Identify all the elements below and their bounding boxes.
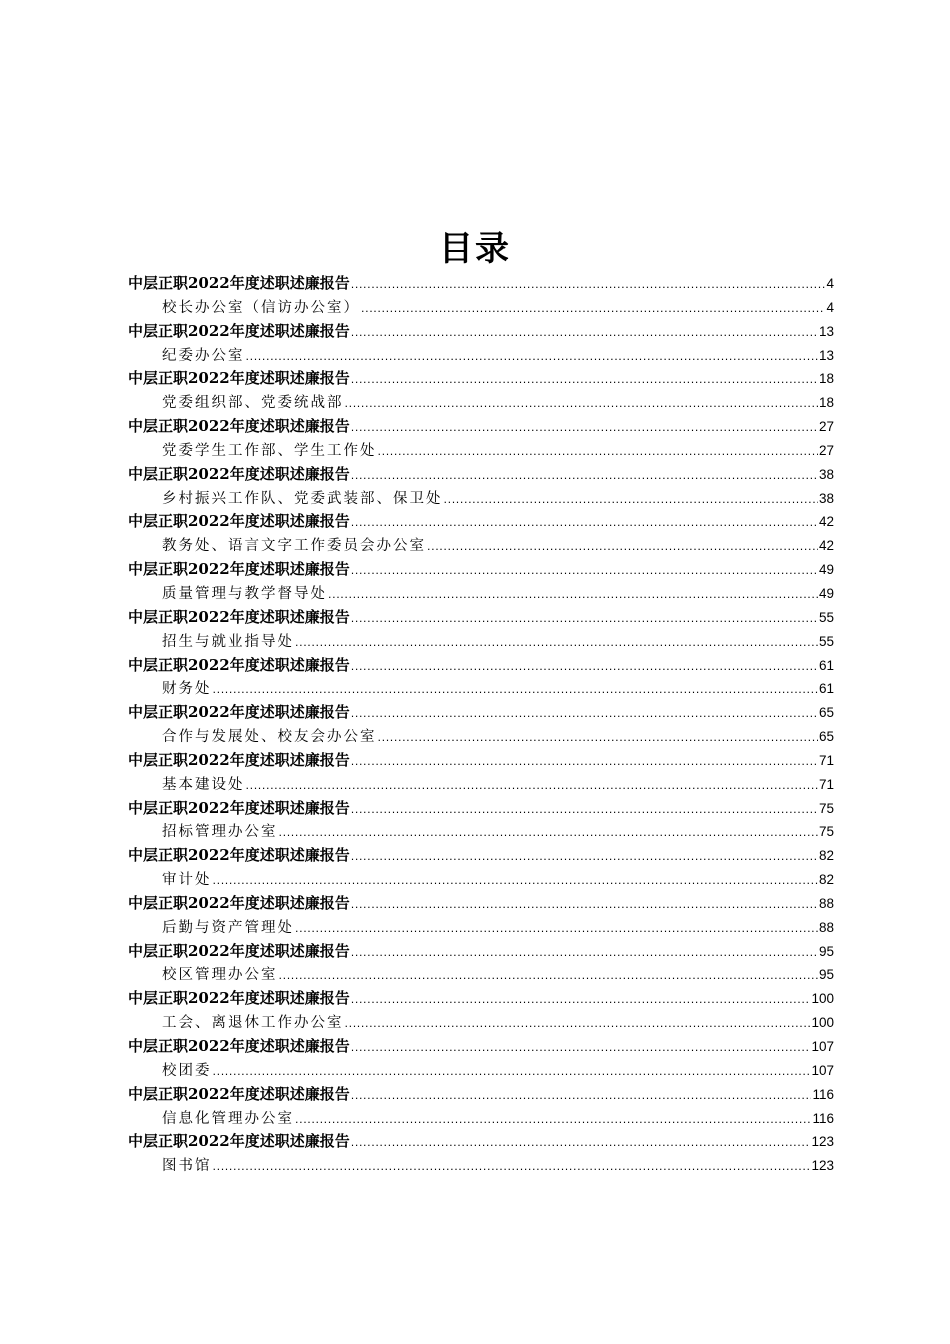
- dot-leader: [351, 272, 826, 296]
- toc-page-number: 61: [818, 681, 834, 697]
- dot-leader: [351, 463, 818, 487]
- toc-heading-entry[interactable]: [128, 1130, 834, 1154]
- toc-entry-text: 中层正职2022年度述职述廉报告: [128, 417, 350, 436]
- toc-subentry[interactable]: [128, 296, 834, 320]
- toc-subentry[interactable]: [128, 725, 834, 749]
- dot-leader: [351, 701, 818, 725]
- toc-page-number: 71: [818, 752, 834, 768]
- dot-leader: [351, 987, 811, 1011]
- toc-entry-text: 校区管理办公室: [162, 967, 278, 984]
- toc-page-number: 18: [818, 395, 834, 411]
- toc-subentry[interactable]: [128, 1154, 834, 1178]
- toc-entry-text: 中层正职2022年度述职述廉报告: [128, 655, 350, 674]
- toc-heading-entry[interactable]: [128, 1083, 834, 1107]
- toc-heading-entry[interactable]: [128, 272, 834, 296]
- toc-entry-text: 后勤与资产管理处: [162, 919, 294, 936]
- toc-page-number: 95: [818, 943, 834, 959]
- dot-leader: [345, 1012, 811, 1035]
- toc-subentry[interactable]: [128, 487, 834, 511]
- toc-page-number: 65: [818, 705, 834, 721]
- toc-heading-entry[interactable]: [128, 415, 834, 439]
- toc-subentry[interactable]: [128, 630, 834, 654]
- dot-leader: [351, 892, 818, 916]
- toc-entry-text: 中层正职2022年度述职述廉报告: [128, 274, 350, 292]
- dot-leader: [351, 1083, 812, 1107]
- toc-page-number: 38: [818, 490, 834, 506]
- dot-leader: [295, 1108, 811, 1131]
- toc-entry-text: 中层正职2022年度述职述廉报告: [128, 941, 350, 960]
- toc-subentry[interactable]: [128, 820, 834, 844]
- toc-page-number: 13: [818, 323, 834, 339]
- dot-leader: [213, 869, 818, 892]
- toc-page-number: 4: [826, 276, 834, 291]
- toc-heading-entry[interactable]: [128, 797, 834, 821]
- dot-leader: [345, 392, 818, 415]
- dot-leader: [351, 654, 818, 678]
- toc-page-number: 116: [812, 1110, 834, 1126]
- toc-entry-text: 招生与就业指导处: [162, 633, 294, 650]
- toc-page-number: 95: [818, 967, 834, 983]
- dot-leader: [246, 345, 818, 368]
- toc-entry-text: 教务处、语言文字工作委员会办公室: [162, 538, 426, 555]
- dot-leader: [361, 297, 825, 320]
- toc-entry-text: 中层正职2022年度述职述廉报告: [128, 1132, 350, 1151]
- dot-leader: [351, 320, 818, 344]
- toc-heading-entry[interactable]: [128, 987, 834, 1011]
- toc-page-number: 61: [818, 657, 834, 673]
- dot-leader: [378, 440, 818, 463]
- toc-page-number: 116: [812, 1086, 834, 1102]
- toc-entry-text: 基本建设处: [162, 776, 245, 793]
- toc-heading-entry[interactable]: [128, 320, 834, 344]
- toc-entry-text: 中层正职2022年度述职述廉报告: [128, 560, 350, 579]
- toc-page-number: 107: [811, 1039, 834, 1054]
- dot-leader: [351, 1130, 811, 1154]
- toc-entry-text: 党委组织部、党委统战部: [162, 395, 344, 412]
- dot-leader: [351, 1035, 811, 1059]
- table-of-contents: [128, 272, 834, 1178]
- toc-page-number: 88: [818, 895, 834, 911]
- toc-page-number: 42: [818, 514, 834, 530]
- toc-subentry[interactable]: [128, 916, 834, 940]
- toc-subentry[interactable]: [128, 677, 834, 701]
- dot-leader: [378, 726, 818, 749]
- toc-page-number: 82: [818, 872, 834, 888]
- toc-heading-entry[interactable]: [128, 892, 834, 916]
- toc-heading-entry[interactable]: [128, 654, 834, 678]
- toc-entry-text: 审计处: [162, 872, 212, 889]
- toc-page-number: 65: [818, 729, 834, 745]
- toc-page-number: 42: [818, 538, 834, 554]
- toc-entry-text: 中层正职2022年度述职述廉报告: [128, 607, 350, 626]
- toc-heading-entry[interactable]: [128, 844, 834, 868]
- toc-entry-text: 中层正职2022年度述职述廉报告: [128, 893, 350, 912]
- toc-entry-text: 中层正职2022年度述职述廉报告: [128, 464, 350, 483]
- dot-leader: [295, 631, 818, 654]
- toc-entry-text: 中层正职2022年度述职述廉报告: [128, 1084, 350, 1103]
- toc-subentry[interactable]: [128, 773, 834, 797]
- toc-page-number: 71: [818, 776, 834, 792]
- toc-subentry[interactable]: [128, 439, 834, 463]
- toc-page-number: 82: [818, 848, 834, 864]
- toc-entry-text: 中层正职2022年度述职述廉报告: [128, 1037, 350, 1055]
- toc-heading-entry[interactable]: [128, 701, 834, 725]
- toc-subentry[interactable]: [128, 534, 834, 558]
- toc-entry-text: 财务处: [162, 681, 212, 698]
- dot-leader: [351, 558, 818, 582]
- toc-entry-text: 乡村振兴工作队、党委武装部、保卫处: [162, 490, 443, 507]
- dot-leader: [351, 749, 818, 773]
- dot-leader: [351, 606, 818, 630]
- toc-page-number: 123: [811, 1134, 834, 1150]
- toc-heading-entry[interactable]: [128, 606, 834, 630]
- dot-leader: [351, 797, 818, 821]
- toc-page-number: 100: [811, 991, 834, 1007]
- toc-page-number: 18: [818, 371, 834, 387]
- toc-entry-text: 纪委办公室: [162, 347, 245, 364]
- dot-leader: [328, 583, 818, 606]
- toc-entry-text: 质量管理与教学督导处: [162, 585, 327, 602]
- toc-page-number: 123: [811, 1158, 834, 1174]
- dot-leader: [246, 774, 818, 797]
- toc-subentry[interactable]: [128, 868, 834, 892]
- toc-page-number: 49: [818, 562, 834, 578]
- toc-entry-text: 中层正职2022年度述职述廉报告: [128, 846, 350, 865]
- toc-subentry[interactable]: [128, 1011, 834, 1035]
- toc-heading-entry[interactable]: [128, 940, 834, 964]
- toc-entry-text: 中层正职2022年度述职述廉报告: [128, 750, 350, 769]
- toc-subentry[interactable]: [128, 344, 834, 368]
- toc-entry-text: 图书馆: [162, 1158, 212, 1175]
- toc-subentry[interactable]: [128, 391, 834, 415]
- dot-leader: [444, 488, 818, 511]
- dot-leader: [351, 367, 818, 391]
- dot-leader: [351, 844, 818, 868]
- toc-entry-text: 中层正职2022年度述职述廉报告: [128, 989, 350, 1008]
- dot-leader: [279, 964, 818, 987]
- toc-entry-text: 工会、离退休工作办公室: [162, 1015, 344, 1032]
- toc-entry-text: 中层正职2022年度述职述廉报告: [128, 321, 350, 340]
- toc-subentry[interactable]: [128, 1107, 834, 1131]
- toc-entry-text: 中层正职2022年度述职述廉报告: [128, 798, 350, 817]
- toc-page-number: 49: [818, 585, 834, 601]
- toc-page-number: 100: [811, 1015, 834, 1031]
- toc-heading-entry[interactable]: [128, 367, 834, 391]
- toc-subentry[interactable]: [128, 582, 834, 606]
- toc-page-number: 55: [818, 609, 834, 625]
- toc-page-number: 55: [818, 633, 834, 649]
- toc-page-number: 27: [818, 419, 834, 435]
- toc-subentry[interactable]: [128, 963, 834, 987]
- toc-entry-text: 中层正职2022年度述职述廉报告: [128, 703, 350, 722]
- dot-leader: [213, 678, 818, 701]
- toc-page-number: 4: [826, 299, 834, 315]
- dot-leader: [351, 415, 818, 439]
- toc-heading-entry[interactable]: [128, 749, 834, 773]
- toc-heading-entry[interactable]: [128, 510, 834, 534]
- toc-page-number: 27: [818, 442, 834, 458]
- dot-leader: [279, 821, 818, 844]
- toc-page-number: 38: [818, 466, 834, 482]
- toc-page-number: 75: [818, 800, 834, 816]
- toc-page-number: 88: [818, 919, 834, 935]
- toc-heading-entry[interactable]: [128, 558, 834, 582]
- toc-entry-text: 校团委: [162, 1062, 212, 1079]
- toc-entry-text: 中层正职2022年度述职述廉报告: [128, 369, 350, 388]
- dot-leader: [213, 1060, 811, 1083]
- toc-page-number: 13: [818, 347, 834, 363]
- toc-page-number: 75: [818, 824, 834, 840]
- toc-entry-text: 党委学生工作部、学生工作处: [162, 442, 377, 459]
- toc-entry-text: 校长办公室（信访办公室）: [162, 299, 360, 316]
- dot-leader: [351, 510, 818, 534]
- toc-entry-text: 信息化管理办公室: [162, 1110, 294, 1127]
- dot-leader: [427, 535, 818, 558]
- toc-subentry[interactable]: [128, 1059, 834, 1083]
- dot-leader: [295, 917, 818, 940]
- dot-leader: [213, 1155, 811, 1178]
- toc-entry-text: 中层正职2022年度述职述廉报告: [128, 512, 350, 531]
- toc-entry-text: 合作与发展处、校友会办公室: [162, 729, 377, 746]
- toc-entry-text: 招标管理办公室: [162, 824, 278, 841]
- toc-heading-entry[interactable]: [128, 463, 834, 487]
- toc-page-number: 107: [811, 1062, 834, 1078]
- toc-heading-entry[interactable]: [128, 1035, 834, 1059]
- dot-leader: [351, 940, 818, 964]
- page-title: 目录: [439, 228, 511, 269]
